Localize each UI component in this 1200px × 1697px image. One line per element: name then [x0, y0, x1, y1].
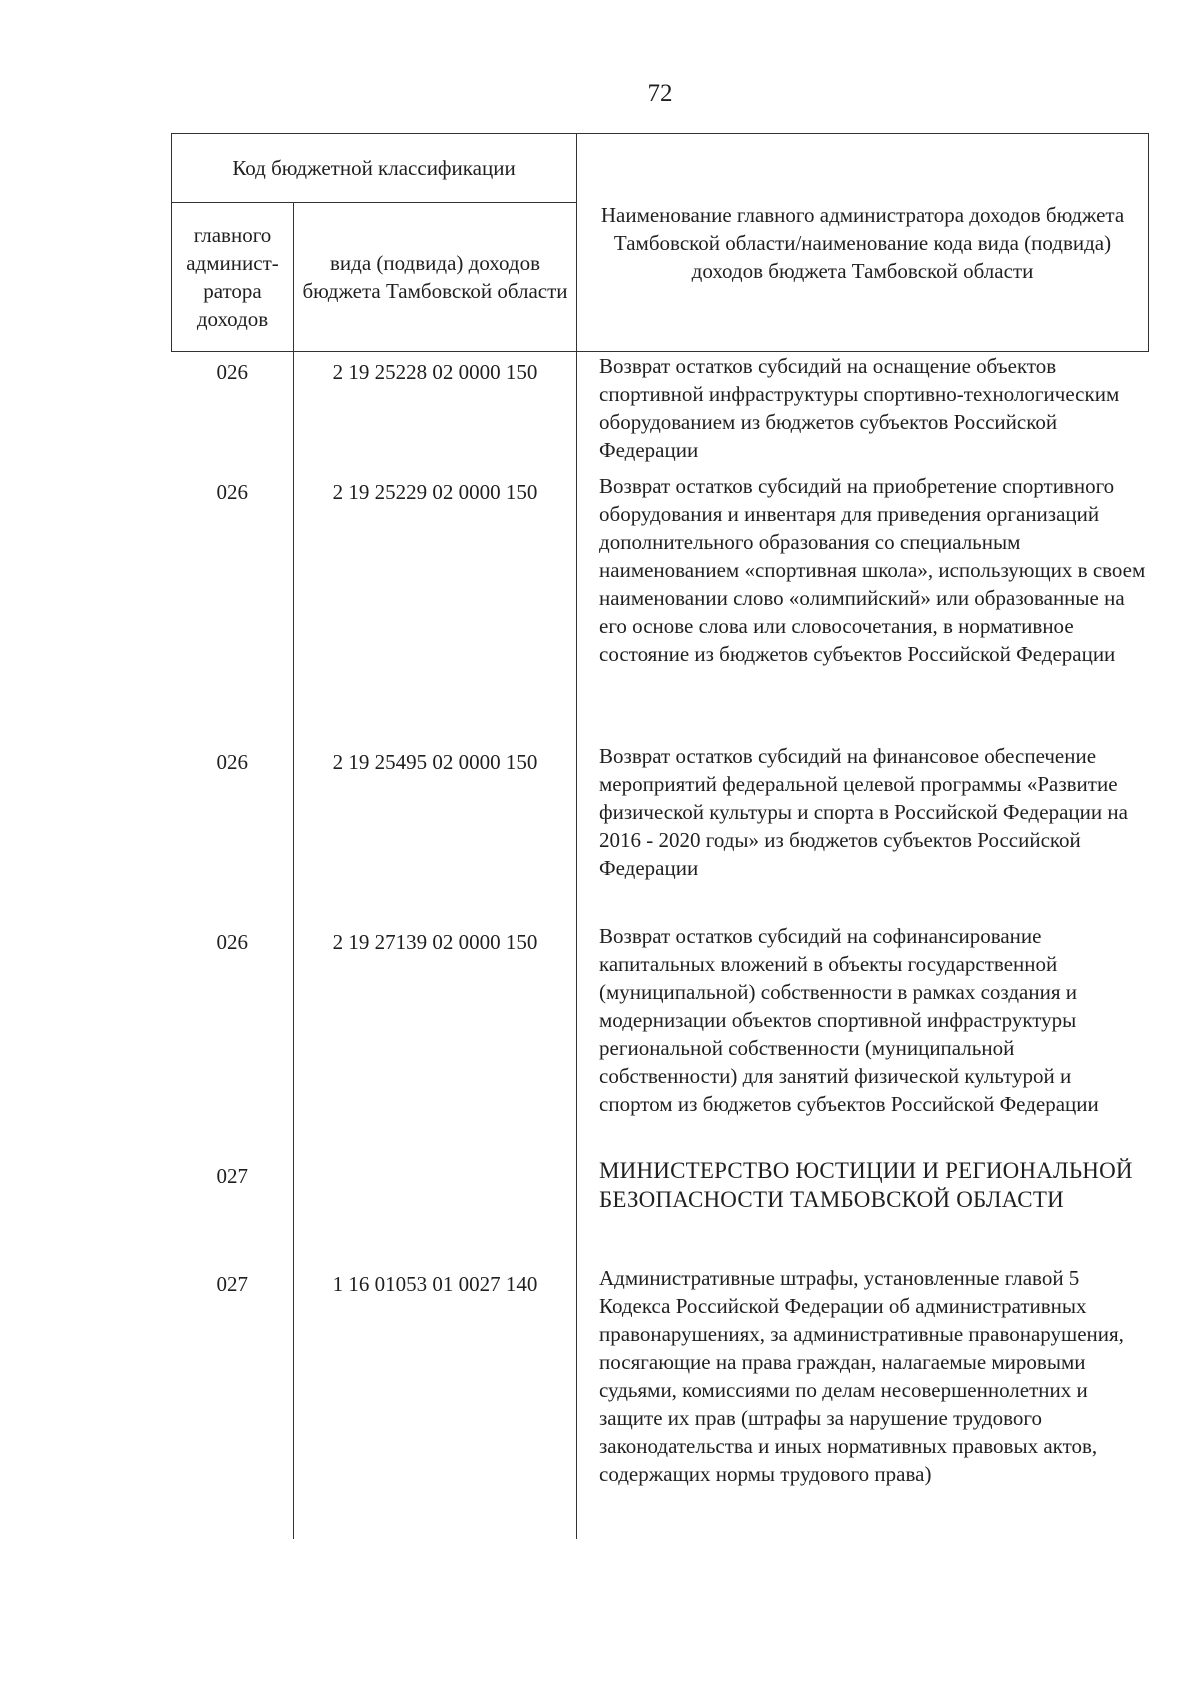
table-row — [172, 472, 1149, 742]
header-budget-classification-code: Код бюджетной классификации — [172, 134, 577, 203]
table-row — [172, 1264, 1149, 1539]
income-code: 2 19 27139 02 0000 150 — [332, 930, 538, 954]
income-code: 1 16 01053 01 0027 140 — [332, 1272, 538, 1296]
header-main-administrator: главного админист-ратора доходов — [172, 203, 294, 352]
admin-code: 027 — [216, 1164, 248, 1188]
income-description: Возврат остатков субсидий на приобретение спортивного оборудования и инвентаря для приведения организаций дополнительного образования со специальным наименованием «спортивная школа», использующих в своем наименовании слово «олимпийский» или образованные на его основе слова или словосочетания, в нормативное состояние из бюджетов субъектов Российской Федерации — [599, 474, 1146, 666]
income-code: 2 19 25495 02 0000 150 — [332, 750, 538, 774]
income-description: Возврат остатков субсидий на оснащение объектов спортивной инфраструктуры спортивно-технологическим оборудованием из бюджетов субъектов Российской Федерации — [599, 354, 1120, 462]
header-income-kind: вида (подвида) доходов бюджета Тамбовской области — [294, 203, 577, 352]
income-description: Возврат остатков субсидий на софинансирование капитальных вложений в объекты государственной (муниципальной) собственности в рамках создания и модернизации объектов спортивной инфраструктуры региональной собственности (муниципальной собственности) для занятий физической культурой и спортом из бюджетов субъектов Российской Федерации — [599, 924, 1099, 1116]
header-administrator-name: Наименование главного администратора доходов бюджета Тамбовской области/наименование кода вида (подвида) доходов бюджета Тамбовской области — [577, 134, 1149, 352]
table-row — [172, 742, 1149, 922]
income-code: 2 19 25228 02 0000 150 — [332, 360, 538, 384]
page-number: 72 — [647, 80, 673, 107]
income-description: Административные штрафы, установленные главой 5 Кодекса Российской Федерации об административных правонарушениях, за административные правонарушения, посягающие на права граждан, налагаемые мировыми судьями, комиссиями по делам несовершеннолетних и защите их прав (штрафы за нарушение трудового законодательства и иных нормативных правовых актов, содержащих нормы трудового права) — [599, 1266, 1124, 1486]
admin-code: 026 — [216, 480, 248, 504]
table-row — [172, 922, 1149, 1156]
budget-classification-table — [171, 133, 1149, 1539]
table-row — [172, 352, 1149, 473]
admin-code: 027 — [216, 1272, 248, 1296]
admin-code: 026 — [216, 930, 248, 954]
ministry-name: МИНИСТЕРСТВО ЮСТИЦИИ И РЕГИОНАЛЬНОЙ БЕЗОПАСНОСТИ ТАМБОВСКОЙ ОБЛАСТИ — [599, 1158, 1133, 1212]
table-row — [172, 1156, 1149, 1264]
table-header — [172, 134, 1149, 352]
income-description: Возврат остатков субсидий на финансовое обеспечение мероприятий федеральной целевой программы «Развитие физической культуры и спорта в Российской Федерации на 2016 - 2020 годы» из бюджетов субъектов Российской Федерации — [599, 744, 1128, 880]
admin-code: 026 — [216, 360, 248, 384]
income-code: 2 19 25229 02 0000 150 — [332, 480, 538, 504]
admin-code: 026 — [216, 750, 248, 774]
